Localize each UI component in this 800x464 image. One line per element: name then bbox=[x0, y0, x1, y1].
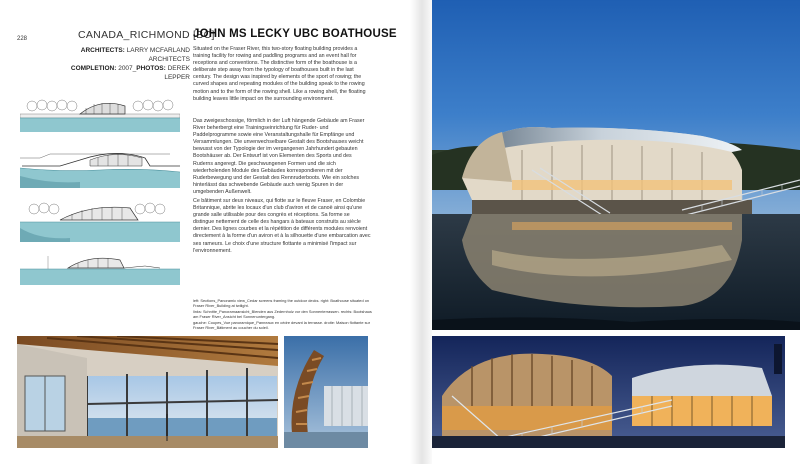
project-location: CANADA_RICHMOND [BC] bbox=[78, 29, 215, 41]
section-drawing-4 bbox=[20, 252, 180, 292]
completion-line: COMPLETION: 2007_PHOTOS: DEREK LEPPER bbox=[70, 65, 190, 81]
section-drawing-1 bbox=[20, 94, 180, 138]
german-text: Das zweigeschossige, förmlich in der Luft hängende Gebäude am Fraser River beherbergt eine Trainingseinrichtung für Ruder- und Paddelprogramme sowie eine Veranstaltungshalle für Empfänge und Versammlungen. Die unverwechselbare Gestalt des Bootshauses weicht bewusst von der Typologie der im vergangenen Jahrhundert gebauten Bootshäuser ab. Der Entwurf ist von Elementen des Sports und des Ruderns angeregt. Die geschwungenen Formen und die sich wiederholenden Module des Gebäudes korrespondieren mit der Ruderbewegung und der Gestalt des Rennruderboots. Wie ein solches hinterlässt das schwebende Gebäude auch wenig Spuren in der umgebenden Außenwelt. bbox=[193, 118, 365, 195]
project-title: JOHN MS LECKY UBC BOATHOUSE bbox=[193, 28, 397, 40]
architects-line: ARCHITECTS: LARRY MCFARLAND ARCHITECTS bbox=[80, 47, 190, 63]
boathouse-reflection-photo bbox=[432, 0, 800, 330]
interior-hall-photo bbox=[17, 336, 278, 448]
section-drawing-3 bbox=[20, 200, 180, 244]
english-text: Situated on the Fraser River, this two-story floating building provides a training facility for rowing and paddling programs and an event hall for receptions and conventions. The distinctive form of the boathouse is a deliberate step away from the typology of boathouses built in the last century. The design was inspired by elements of the sport of rowing; the curved shapes and repeating modules of the building speak to the rowing motion and to the form of the rowing shell. Like a rowing shell, the floating building leaves little impact on the surrounding environment. bbox=[193, 46, 366, 102]
section-drawing-2 bbox=[20, 146, 180, 190]
french-text: Ce bâtiment sur deux niveaux, qui flotte sur le fleuve Fraser, en Colombie Britannique, abrite les locaux d'un club d'aviron et de canoë ainsi qu'une grande salle utilisable pour des congrès et réceptions. Sa forme se distingue nettement de celle des hangars à bateaux construits au siècle dernier. Des lignes courbes et la répétition de différents modules renvoient directement à la forme d'un aviron et à la silhouette d'une embarcation avec ses rameurs. Le choix d'une structure flottante a minimisé l'impact sur l'environnement. bbox=[193, 198, 371, 254]
cedar-screen-detail-photo bbox=[284, 336, 368, 448]
project-credits bbox=[55, 46, 190, 82]
boathouse-twilight-photo bbox=[432, 336, 785, 448]
figure-caption: left: Sections_Panoramic view_Cedar screens framing the outdoor decks. right: Boathouse situated on Fraser River_Building at twilight. links: Schnitte_Panoramaansicht_Blenden aus Zedernholz vor den Sonnenterrassen. rechts: Bootshaus am Fraser River_Ansicht bei Sonnenuntergang. gauche: Coupes_Vue panoramique_Panneaux en cèdre devant la terrasse. droite: Maison flottante sur Fraser River_Bâtiment au coucher du soleil. bbox=[193, 298, 372, 331]
right-page bbox=[420, 0, 800, 464]
page-number: 228 bbox=[17, 36, 28, 42]
